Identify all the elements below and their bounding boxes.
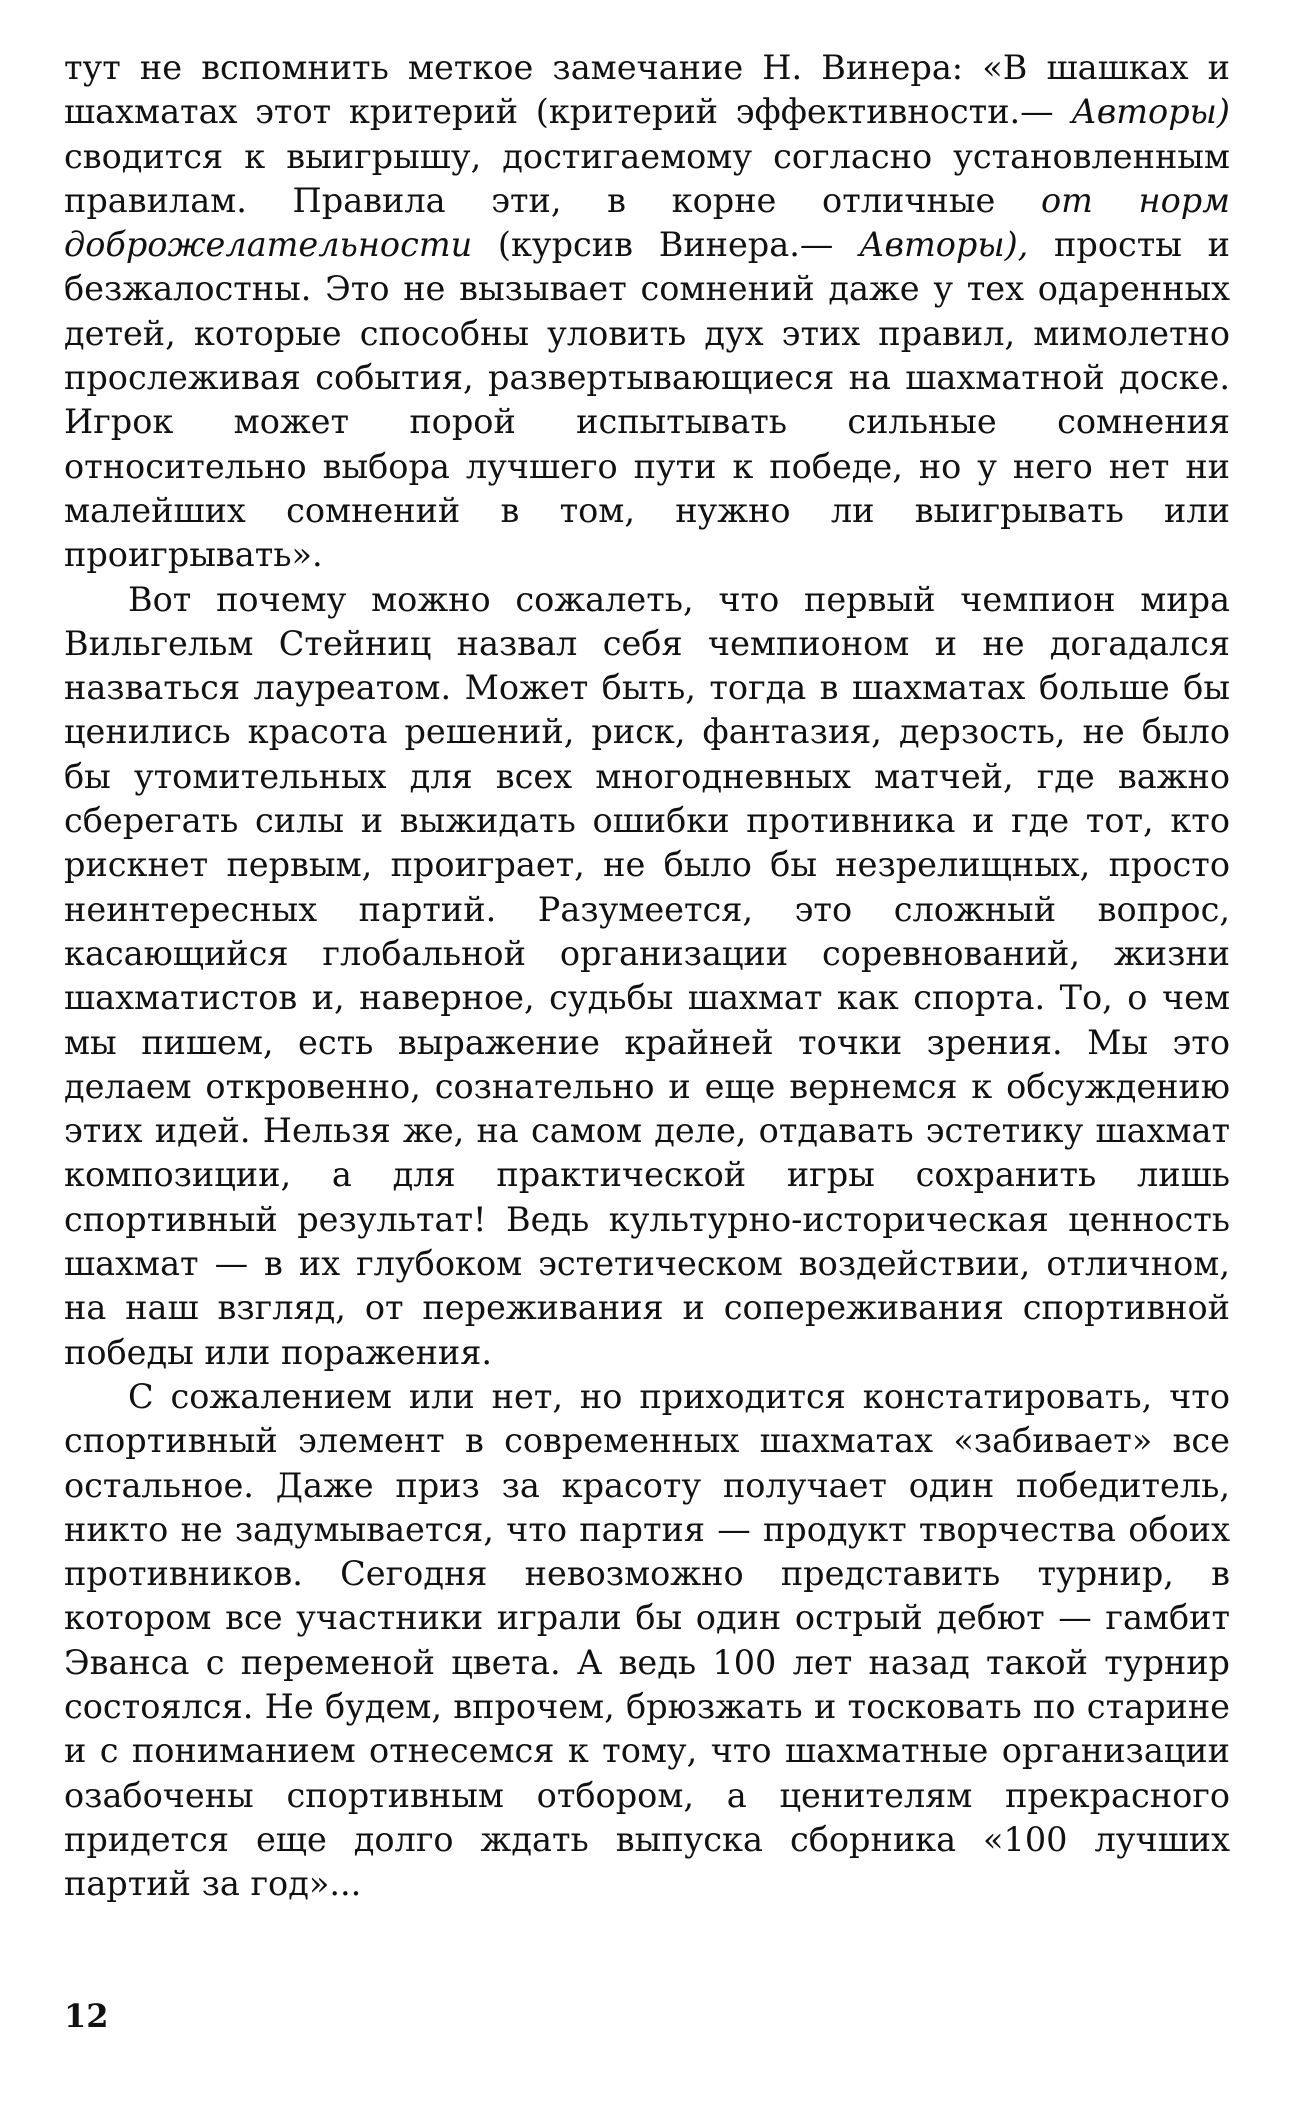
page-number: 12 — [64, 1997, 109, 2035]
paragraph-1-text-c: (курсив Винера.— — [472, 225, 860, 265]
paragraph-3-text: С сожалением или нет, но приходится констатировать, что спортивный элемент в современных шахматах «забивает» все остальное. Даже приз за красоту получает один победитель, никто не задумывается, что партия — продукт творчества обоих противников. Сегодня невозможно представить турнир, в котором все участники играли бы один острый дебют — гамбит Эванса с переменой цвета. А ведь 100 лет назад такой турнир состоялся. Не будем, впрочем, брюзжать и тосковать по старине и с пониманием отнесемся к тому, что шахматные организации озабочены спортивным отбором, а ценителям прекрасного придется еще долго ждать выпуска сборника «100 лучших партий за год»... — [64, 1376, 1230, 1904]
paragraph-2 — [64, 578, 1230, 1375]
paragraph-3 — [64, 1375, 1230, 1907]
paragraph-1 — [64, 46, 1230, 578]
page-body — [64, 46, 1230, 1906]
paragraph-1-italic-authors-2: Авторы), — [859, 225, 1029, 265]
paragraph-2-text: Вот почему можно сожалеть, что первый чемпион мира Вильгельм Стейниц назвал себя чемпионом и не догадался назваться лауреатом. Может быть, тогда в шахматах больше бы ценились красота решений, риск, фантазия, дерзость, не было бы утомительных для всех многодневных матчей, где важно сберегать силы и выжидать ошибки противника и где тот, кто рискнет первым, проиграет, не было бы незрелищных, просто неинтересных партий. Разумеется, это сложный вопрос, касающийся глобальной организации соревнований, жизни шахматистов и, наверное, судьбы шахмат как спорта. То, о чем мы пишем, есть выражение крайней точки зрения. Мы это делаем откровенно, сознательно и еще вернемся к обсуждению этих идей. Нельзя же, на самом деле, отдавать эстетику шахмат композиции, а для практической игры сохранить лишь спортивный результат! Ведь культурно-историческая ценность шахмат — в их глубоком эстетическом воздействии, отличном, на наш взгляд, от переживания и сопереживания спортивной победы или поражения. — [64, 579, 1230, 1372]
paragraph-1-italic-authors-1: Авторы) — [1071, 92, 1230, 132]
paragraph-1-text-a: тут не вспомнить меткое замечание Н. Винера: «В шашках и шахматах этот критерий (критерий эффективности.— — [64, 48, 1230, 132]
paragraph-1-text-b: сводится к выигрышу, достигаемому согласно установленным правилам. Правила эти, в корне отличные — [64, 136, 1230, 220]
paragraph-1-text-d: просты и безжалостны. Это не вызывает сомнений даже у тех одаренных детей, которые способны уловить дух этих правил, мимолетно прослеживая события, развертывающиеся на шахматной доске. Игрок может порой испытывать сильные сомнения относительно выбора лучшего пути к победе, но у него нет ни малейших сомнений в том, нужно ли выигрывать или проигрывать». — [64, 225, 1230, 575]
paragraph-1-italic-quote: от норм доброжелательности — [64, 180, 1231, 265]
